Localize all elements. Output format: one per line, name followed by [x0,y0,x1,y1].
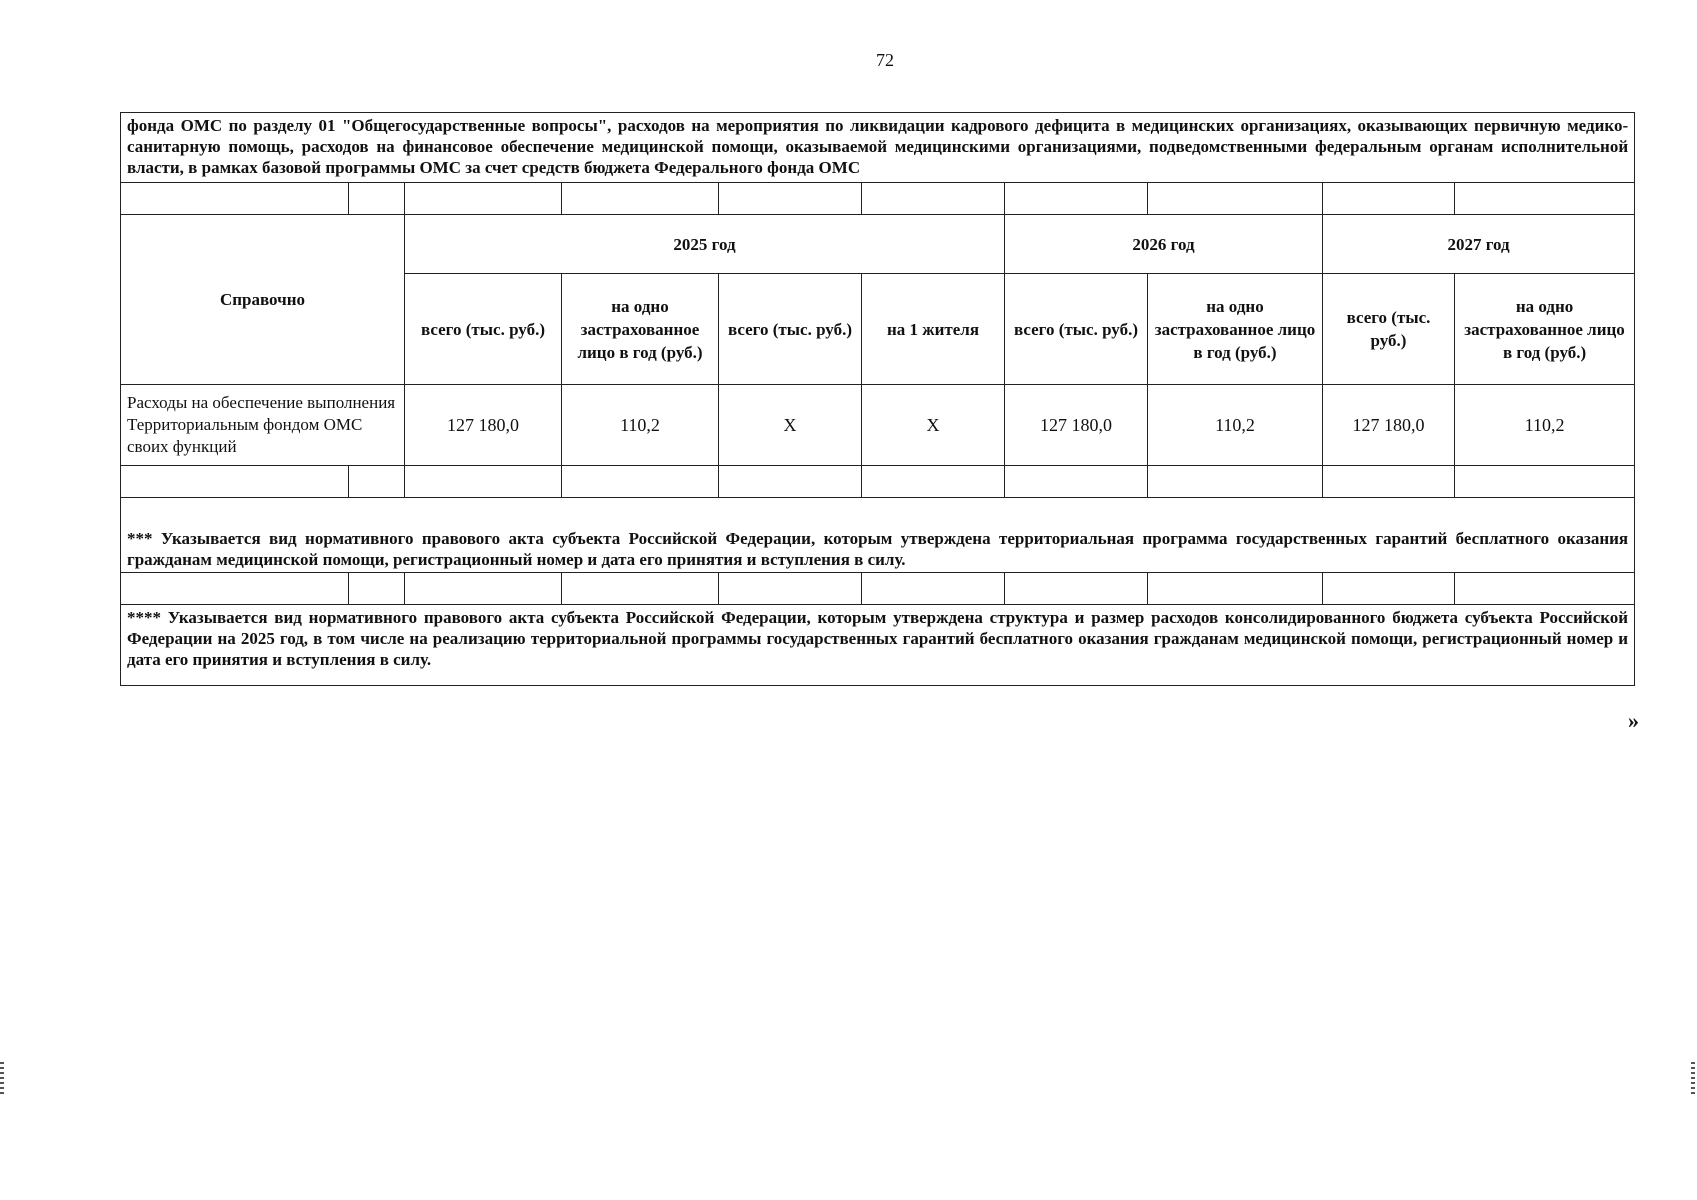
col-2025-total: всего (тыс. руб.) [405,274,562,385]
table-row [121,385,1635,466]
page-number: 72 [876,50,894,70]
year-header-row [121,215,1635,274]
footnote-four-star [121,605,1635,686]
scan-edge-mark-left [0,1062,4,1096]
year-2025-header: 2025 год [405,215,1005,274]
table-cell: Х [862,385,1005,466]
table-cell: 127 180,0 [405,385,562,466]
col-2025-per-resident: на 1 жителя [862,274,1005,385]
spacer-row [121,466,1635,498]
spacer-row [121,183,1635,215]
col-2027-total: всего (тыс. руб.) [1323,274,1455,385]
intro-row [121,113,1635,183]
table-cell: 127 180,0 [1323,385,1455,466]
footnote-marker: **** [127,608,161,627]
expenses-table [120,112,1635,686]
col-2026-total: всего (тыс. руб.) [1005,274,1148,385]
footnote-marker: *** [127,529,153,548]
table-cell: 127 180,0 [1005,385,1148,466]
reference-header: Справочно [121,215,405,385]
col-2026-per-insured: на одно застрахованное лицо в год (руб.) [1148,274,1323,385]
year-2026-header: 2026 год [1005,215,1323,274]
table-cell: Х [719,385,862,466]
footnote-three-star [121,498,1635,573]
col-2025-per-insured: на одно застрахованное лицо в год (руб.) [562,274,719,385]
table-cell: 110,2 [1455,385,1635,466]
table-cell: 110,2 [1148,385,1323,466]
row-label: Расходы на обеспечение выполнения Территориальным фондом ОМС своих функций [121,385,405,466]
table-cell: 110,2 [562,385,719,466]
year-2027-header: 2027 год [1323,215,1635,274]
footnote-four-star-row [121,605,1635,686]
footnote-three-star-row [121,498,1635,573]
scan-edge-mark-right [1691,1062,1695,1096]
intro-text: фонда ОМС по разделу 01 "Общегосударственные вопросы", расходов на мероприятия по ликвидации кадрового дефицита в медицинских организациях, оказывающих первичную медико-санитарную помощь, расходов на финансовое обеспечение медицинской помощи, оказываемой медицинскими организациями, подведомственными федеральным органам исполнительной власти, в рамках базовой программы ОМС за счет средств бюджета Федерального фонда ОМС [121,113,1635,183]
col-2027-per-insured: на одно застрахованное лицо в год (руб.) [1455,274,1635,385]
footnote-text: Указывается вид нормативного правового акта субъекта Российской Федерации, которым утверждена структура и размер расходов консолидированного бюджета субъекта Российской Федерации на 2025 год, в том числе на реализацию территориальной программы государственных гарантий бесплатного оказания гражданам медицинской помощи, регистрационный номер и дата его принятия и вступления в силу. [127,608,1629,669]
col-2025-total-2: всего (тыс. руб.) [719,274,862,385]
footnote-text: Указывается вид нормативного правового акта субъекта Российской Федерации, которым утверждена территориальная программа государственных гарантий бесплатного оказания гражданам медицинской помощи, регистрационный номер и дата его принятия и вступления в силу. [127,529,1629,569]
spacer-row [121,573,1635,605]
closing-quote: » [1628,708,1639,733]
